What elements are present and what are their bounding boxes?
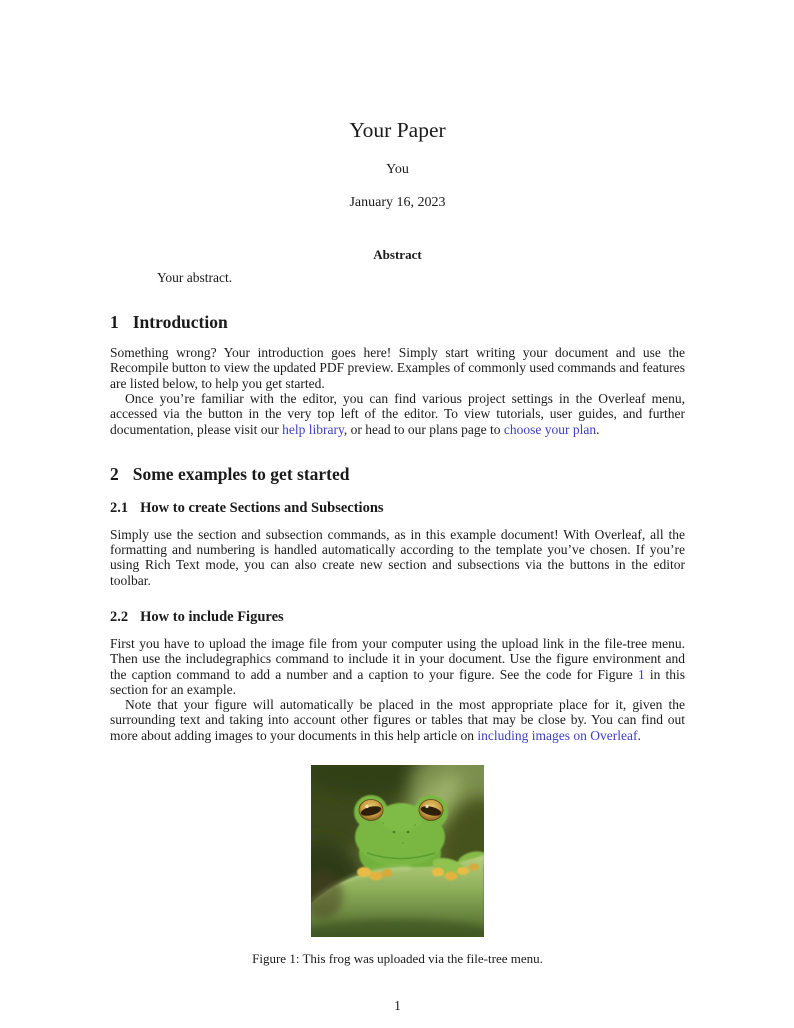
figures-paragraph-1: [110, 636, 685, 697]
figures-paragraph-2-text-b: .: [637, 727, 641, 743]
figures-paragraph-2: [110, 697, 685, 743]
section-1-heading: [110, 312, 685, 333]
intro-paragraph-2: [110, 391, 685, 437]
sections-paragraph: Simply use the section and subsection commands, as in this example document! With Overleaf, all the formatting and numbering is handled automatically according to the template you’ve chosen. If you’re using Rich Text mode, you can also create new section and subsections via the buttons in the editor toolbar.: [110, 526, 685, 588]
section-2-heading: [110, 464, 685, 485]
abstract-text: Your abstract.: [157, 269, 233, 285]
intro-paragraph-2-text-a: Once you’re familiar with the editor, you can find various project settings in the Overleaf menu, accessed via the button in the very top left of the editor. To view tutorials, user guides, and further documentation, please visit our: [110, 390, 685, 437]
including-images-link[interactable]: including images on Overleaf: [477, 727, 638, 743]
figure-1-caption: Figure 1: This frog was uploaded via the file-tree menu.: [252, 951, 543, 967]
section-1-title: Introduction: [132, 312, 228, 333]
page-number: 1: [394, 998, 401, 1014]
paper-title: Your Paper: [349, 118, 446, 142]
figure-1: [110, 765, 685, 967]
paper-author: You: [386, 161, 409, 177]
figure-1-ref-link[interactable]: 1: [637, 666, 645, 682]
intro-paragraph-2-text-b: , or head to our plans page to: [343, 421, 504, 437]
figures-paragraph-2-text-a: Note that your figure will automatically be placed in the most appropriate place for it, given the surrounding text and taking into account other figures or tables that may be close by. You can find out more about adding images to your documents in this help article on: [110, 697, 685, 743]
choose-your-plan-link[interactable]: choose your plan: [503, 421, 597, 437]
abstract-heading: Abstract: [373, 246, 422, 262]
subsection-2-2-title: How to include Figures: [140, 608, 284, 625]
figures-paragraph-1-text-a: First you have to upload the image file from your computer using the upload link in the file-tree menu. Then use the includegraphics command to include it in your document. Use the figure environment and the caption command to add a number and a caption to your figure. See the code for Figure: [110, 635, 685, 682]
subsection-2-1-heading: [110, 500, 685, 517]
intro-paragraph-1: Something wrong? Your introduction goes here! Simply start writing your document and use the Recompile button to view the updated PDF preview. Examples of commonly used commands and features are listed below, to help you get started.: [110, 345, 685, 391]
section-2-title: Some examples to get started: [132, 463, 350, 484]
document-content: [110, 0, 685, 1014]
subsection-2-2-heading: [110, 609, 685, 626]
subsection-2-2-number: 2.2: [110, 608, 129, 625]
figures-paragraph-1-text-b: in this section for an example.: [110, 666, 685, 697]
section-2-number: 2: [110, 463, 119, 484]
section-1-number: 1: [110, 312, 119, 333]
frog-photo: [311, 765, 484, 937]
abstract-section: [110, 247, 685, 285]
help-library-link[interactable]: help library: [282, 421, 344, 437]
intro-paragraph-2-text-c: .: [596, 421, 600, 437]
subsection-2-1-title: How to create Sections and Subsections: [140, 499, 384, 516]
paper-date: January 16, 2023: [349, 194, 446, 210]
subsection-2-1-number: 2.1: [110, 499, 129, 516]
